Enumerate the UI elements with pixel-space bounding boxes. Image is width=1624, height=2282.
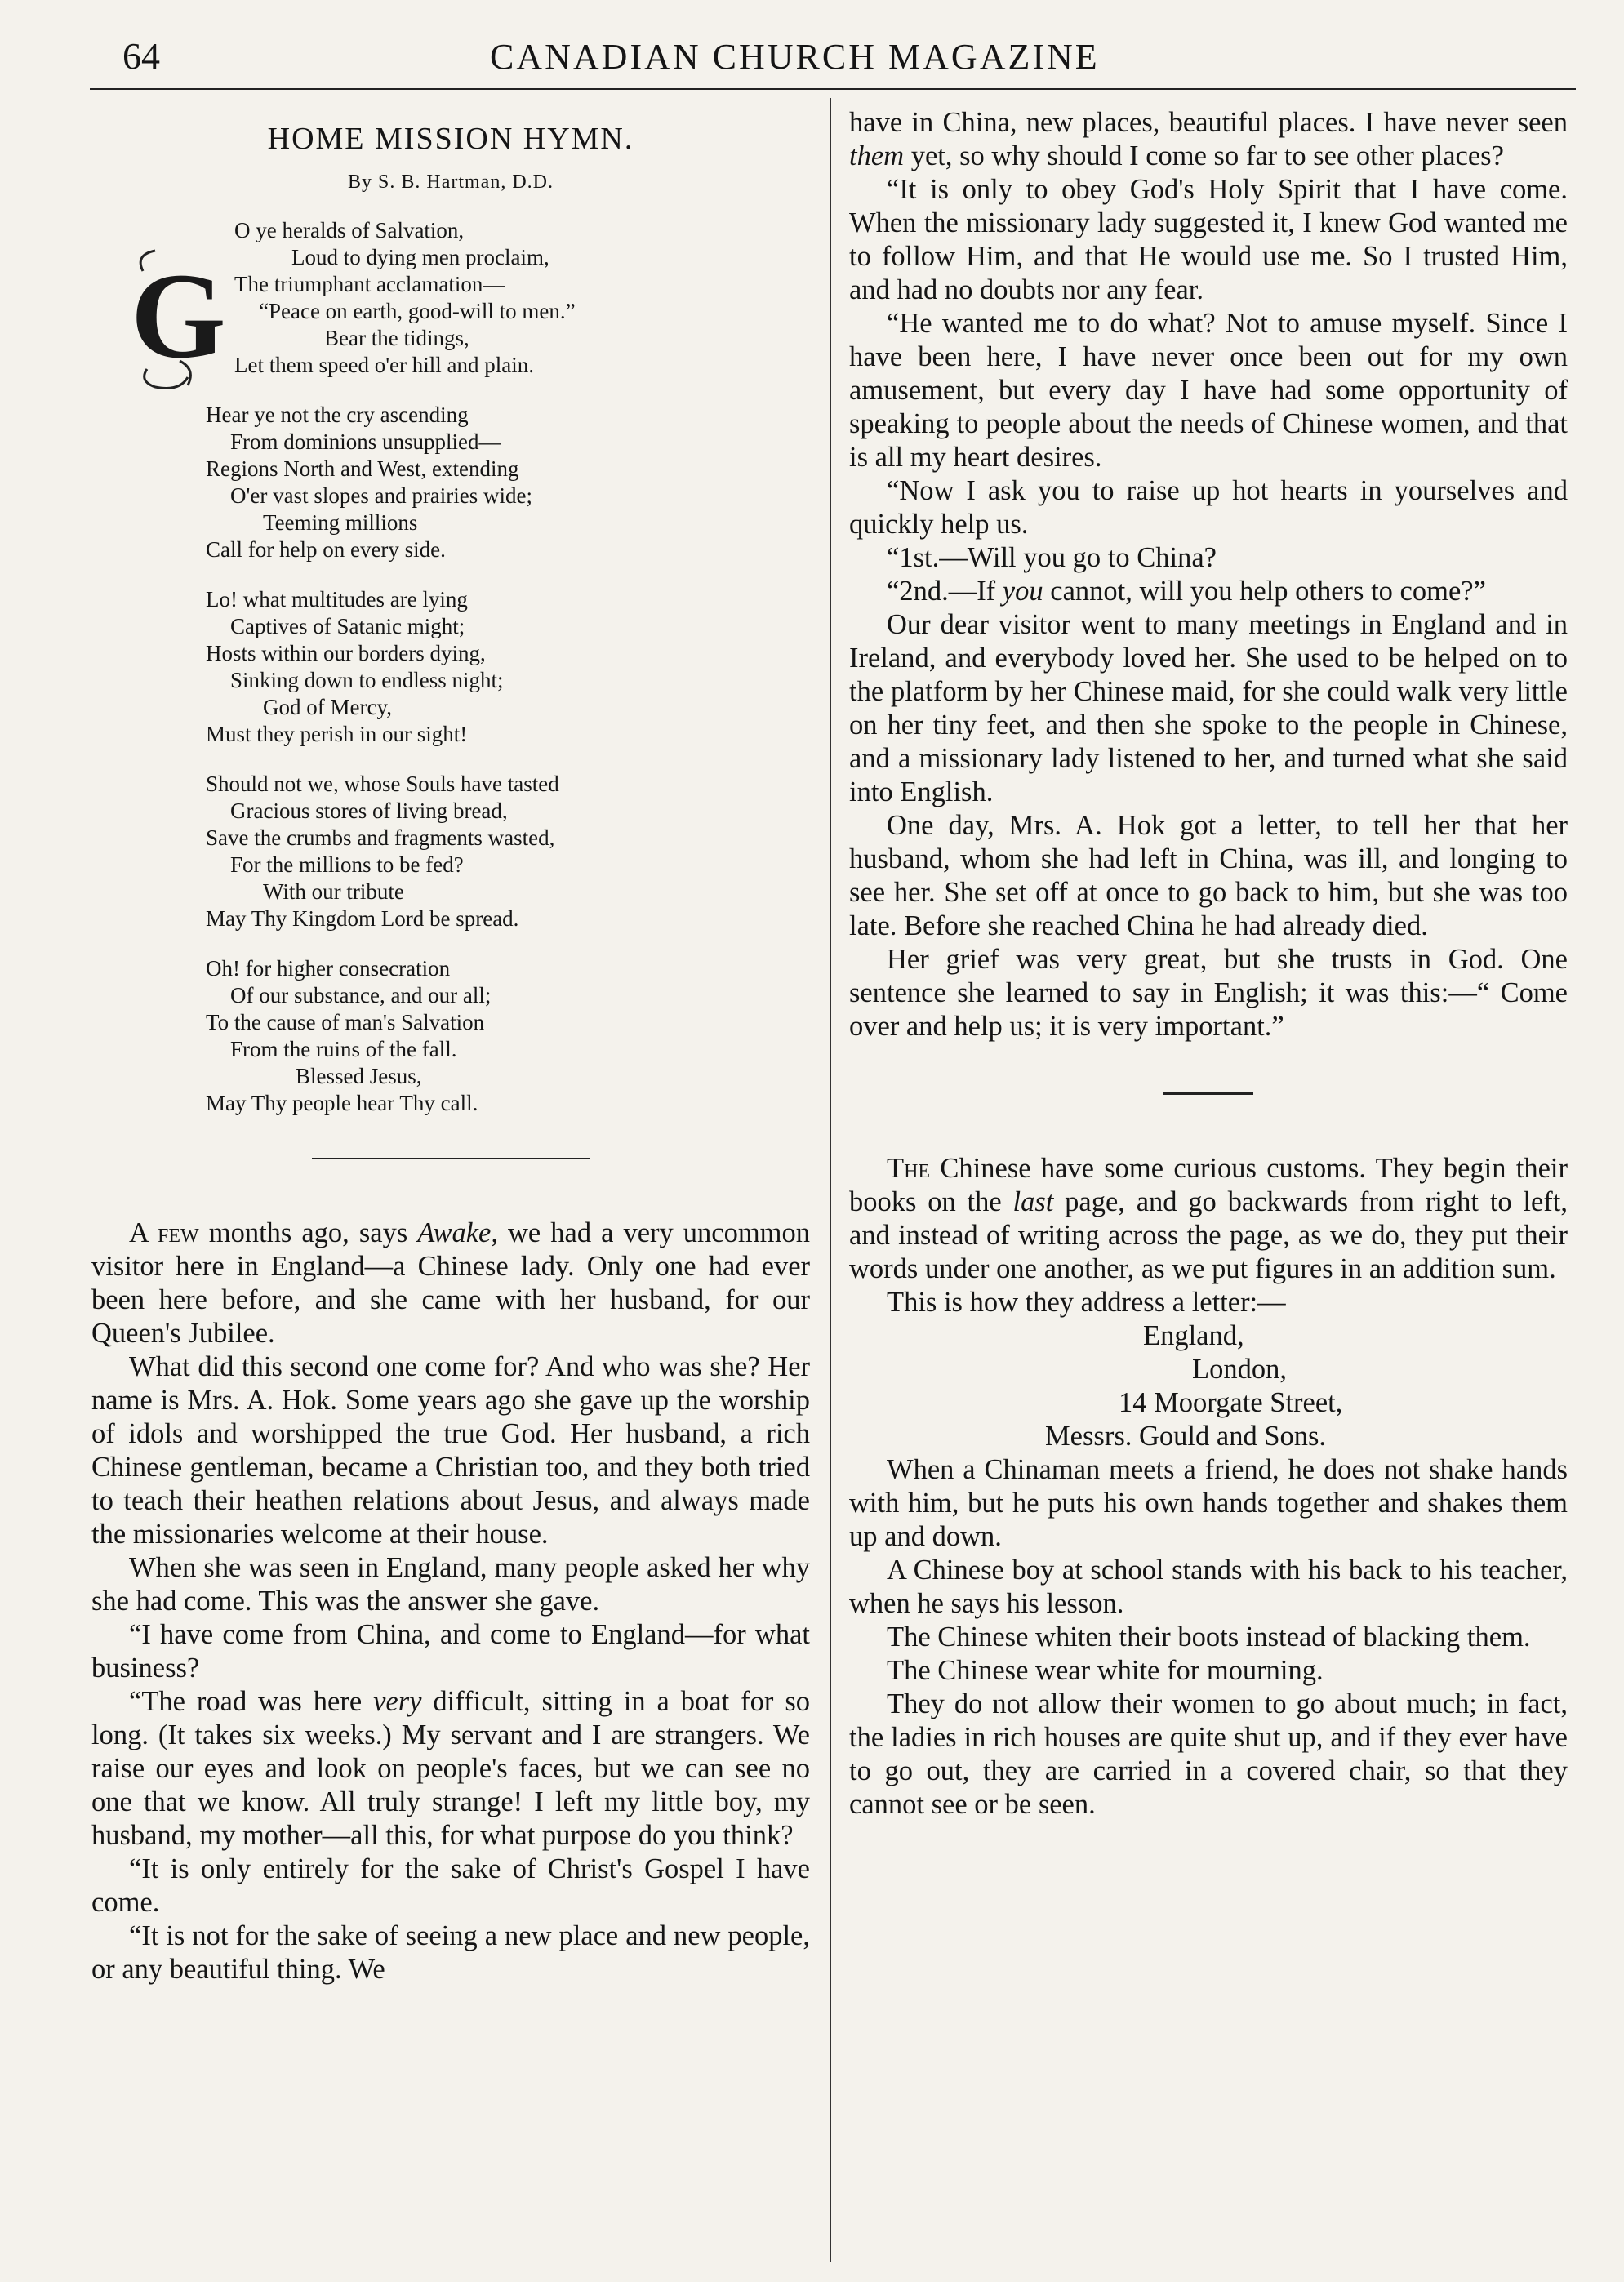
paragraph bbox=[91, 1217, 810, 1350]
hymn-line: Must they perish in our sight! bbox=[206, 722, 468, 746]
paragraph: The Chinese whiten their boots instead of blacking them. bbox=[887, 1621, 1531, 1653]
section-separator bbox=[312, 1158, 590, 1159]
hymn-line: Regions North and West, extending bbox=[206, 456, 519, 481]
text-emphasis: you bbox=[1002, 576, 1043, 607]
hymn-stanza-1 bbox=[234, 217, 810, 379]
hymn-line: O'er vast slopes and prairies wide; bbox=[230, 483, 533, 508]
hymn-line: Hear ye not the cry ascending bbox=[206, 403, 469, 427]
paragraph: “I have come from China, and come to England—for what business? bbox=[91, 1619, 810, 1684]
text-emphasis: them bbox=[849, 140, 905, 171]
paragraph: This is how they address a letter:— bbox=[887, 1287, 1286, 1318]
paragraph: What did this second one come for? And who was she? Her name is Mrs. A. Hok. Some years ago she gave up the worship of idols and worshipped the true God. Her husband, a rich Chinese gentleman, became a Christian too, and they both tried to teach their heathen relations about Jesus, and always made the missionaries welcome at their house. bbox=[91, 1351, 810, 1550]
hymn-line: May Thy Kingdom Lord be spread. bbox=[206, 906, 519, 931]
address-line: England, bbox=[1143, 1320, 1244, 1351]
text-run: page, and go backwards from right to left, and instead of writing across the page, as we do, they put their words under one another, as we put figures in an addition sum. bbox=[849, 1186, 1568, 1284]
text-run: we had a very uncommon visitor here in England—a Chinese lady. Only one had ever been here before, and she came with her husband, for our Queen's Jubilee. bbox=[91, 1217, 811, 1349]
hymn-line: Of our substance, and our all; bbox=[230, 983, 492, 1008]
hymn-line: God of Mercy, bbox=[263, 695, 392, 719]
text-run: Chinese have some curious customs. They begin their books on the bbox=[849, 1153, 1568, 1217]
paragraph: A Chinese boy at school stands with his back to his teacher, when he says his lesson. bbox=[849, 1555, 1568, 1619]
hymn-line: The triumphant acclamation— bbox=[234, 272, 505, 296]
hymn-line: Gracious stores of living bread, bbox=[230, 798, 508, 823]
paragraph: Her grief was very great, but she trusts in God. One sentence she learned to say in English; it was this:—“ Come over and help us; it is very important.” bbox=[849, 944, 1568, 1042]
text-run: yet, so why should I come so far to see other places? bbox=[904, 140, 1504, 171]
paragraph: “1st.—Will you go to China? bbox=[887, 542, 1217, 573]
hymn-stanza-3 bbox=[206, 586, 810, 748]
hymn-line: Oh! for higher consecration bbox=[206, 956, 451, 981]
text-emphasis: Awake, bbox=[417, 1217, 498, 1248]
address-line: 14 Moorgate Street, bbox=[1119, 1387, 1343, 1418]
paragraph bbox=[91, 1685, 810, 1853]
paragraph: “Now I ask you to raise up hot hearts in yourselves and quickly help us. bbox=[849, 475, 1568, 540]
page-header bbox=[114, 28, 1568, 85]
text-run: “2nd.—If bbox=[887, 576, 1003, 607]
hymn-line: From dominions unsupplied— bbox=[230, 429, 501, 454]
hymn-line: Save the crumbs and fragments wasted, bbox=[206, 825, 555, 850]
paragraph: Our dear visitor went to many meetings in England and in Ireland, and everybody loved her. She used to be helped on to the platform by her Chinese maid, for she could walk very little on her tiny feet, and then she spoke to the people in Chinese, and a missionary lady listened to her, and turned what she said into English. bbox=[849, 609, 1568, 807]
hymn-line: Hosts within our borders dying, bbox=[206, 641, 486, 665]
dropcap-letter: G bbox=[131, 248, 226, 384]
paragraph: “It is not for the sake of seeing a new place and new people, or any beautiful thing. We bbox=[91, 1920, 810, 1985]
hymn-stanza-2 bbox=[206, 402, 810, 563]
paragraph: “It is only entirely for the sake of Christ's Gospel I have come. bbox=[91, 1853, 810, 1918]
page-number: 64 bbox=[122, 35, 160, 77]
paragraph: When she was seen in England, many people asked her why she had come. This was the answer she gave. bbox=[91, 1552, 810, 1617]
hymn-line: From the ruins of the fall. bbox=[230, 1037, 457, 1061]
magazine-title: CANADIAN CHURCH MAGAZINE bbox=[490, 37, 1100, 77]
hymn-line: Sinking down to endless night; bbox=[230, 668, 504, 692]
right-column bbox=[849, 106, 1568, 1822]
hymn-line: O ye heralds of Salvation, bbox=[234, 218, 465, 242]
hymn-line: “Peace on earth, good-will to men.” bbox=[259, 299, 576, 323]
hymn-line: Should not we, whose Souls have tasted bbox=[206, 772, 559, 796]
hymn-line: Lo! what multitudes are lying bbox=[206, 587, 468, 612]
hymn-byline: By S. B. Hartman, D.D. bbox=[348, 171, 554, 193]
paragraph: “It is only to obey God's Holy Spirit that I have come. When the missionary lady suggested it, I knew God wanted me to follow Him, and that He would use me. So I trusted Him, and had no doubts nor any fear. bbox=[849, 174, 1568, 305]
hymn-line: Teeming millions bbox=[263, 510, 418, 535]
text-emphasis: last bbox=[1012, 1186, 1054, 1217]
hymn-line: For the millions to be fed? bbox=[230, 852, 464, 877]
text-run: cannot, will you help others to come?” bbox=[1043, 576, 1486, 607]
paragraph: One day, Mrs. A. Hok got a letter, to tell her that her husband, whom she had left in China, was ill, and longing to see her. She set off at once to go back to him, but she was too late. Before she reached China he had already died. bbox=[849, 810, 1568, 941]
paragraph bbox=[849, 1152, 1568, 1286]
paragraph: When a Chinaman meets a friend, he does not shake hands with him, but he puts his own hands together and shakes them up and down. bbox=[849, 1454, 1568, 1552]
paragraph: “He wanted me to do what? Not to amuse myself. Since I have been here, I have never once been out for my own amusement, but every day I have had some opportunity of speaking to people about the needs of Chinese women, and that is all my heart desires. bbox=[849, 308, 1568, 473]
hymn-line: Bear the tidings, bbox=[324, 326, 469, 350]
address-line: London, bbox=[1192, 1354, 1287, 1385]
paragraph bbox=[849, 106, 1568, 173]
hymn-title: HOME MISSION HYMN. bbox=[267, 122, 634, 156]
paragraph: They do not allow their women to go about much; in fact, the ladies in rich houses are quite shut up, and if they ever have to go out, they are carried in a covered chair, so that they cannot see or be seen. bbox=[849, 1688, 1568, 1820]
hymn-line: Blessed Jesus, bbox=[296, 1064, 422, 1088]
hymn-line: To the cause of man's Salvation bbox=[206, 1010, 485, 1034]
hymn-line: Captives of Satanic might; bbox=[230, 614, 465, 638]
ornamental-dropcap bbox=[131, 238, 226, 394]
left-column bbox=[91, 106, 810, 1986]
text-run: difficult, sitting in a boat for so long. (It takes six weeks.) My servant and I are strangers. We raise our eyes and look on people's faces, but we can see no one that we know. All truly strange! I left my little boy, my husband, my mother—all this, for what purpose do you think? bbox=[91, 1686, 810, 1851]
lead-words: A few bbox=[129, 1217, 199, 1248]
hymn-stanza-4 bbox=[206, 771, 810, 932]
text-run: have in China, new places, beautiful places. I have never seen bbox=[849, 107, 1568, 138]
paragraph bbox=[849, 575, 1568, 608]
hymn-line: May Thy people hear Thy call. bbox=[206, 1091, 478, 1115]
text-emphasis: very bbox=[373, 1686, 422, 1717]
hymn-stanza-5 bbox=[206, 955, 810, 1117]
section-separator bbox=[1163, 1092, 1253, 1095]
address-line: Messrs. Gould and Sons. bbox=[1045, 1421, 1327, 1452]
column-divider bbox=[830, 98, 831, 2262]
paragraph: The Chinese wear white for mourning. bbox=[887, 1655, 1324, 1686]
hymn-line: With our tribute bbox=[263, 879, 404, 904]
text-run: months ago, says bbox=[198, 1217, 418, 1248]
hymn-line: Call for help on every side. bbox=[206, 537, 446, 562]
hymn-line: Let them speed o'er hill and plain. bbox=[234, 353, 535, 377]
text-run: “The road was here bbox=[129, 1686, 374, 1717]
lead-words: The bbox=[887, 1153, 931, 1184]
hymn-line: Loud to dying men proclaim, bbox=[291, 245, 549, 269]
header-rule bbox=[90, 88, 1576, 90]
